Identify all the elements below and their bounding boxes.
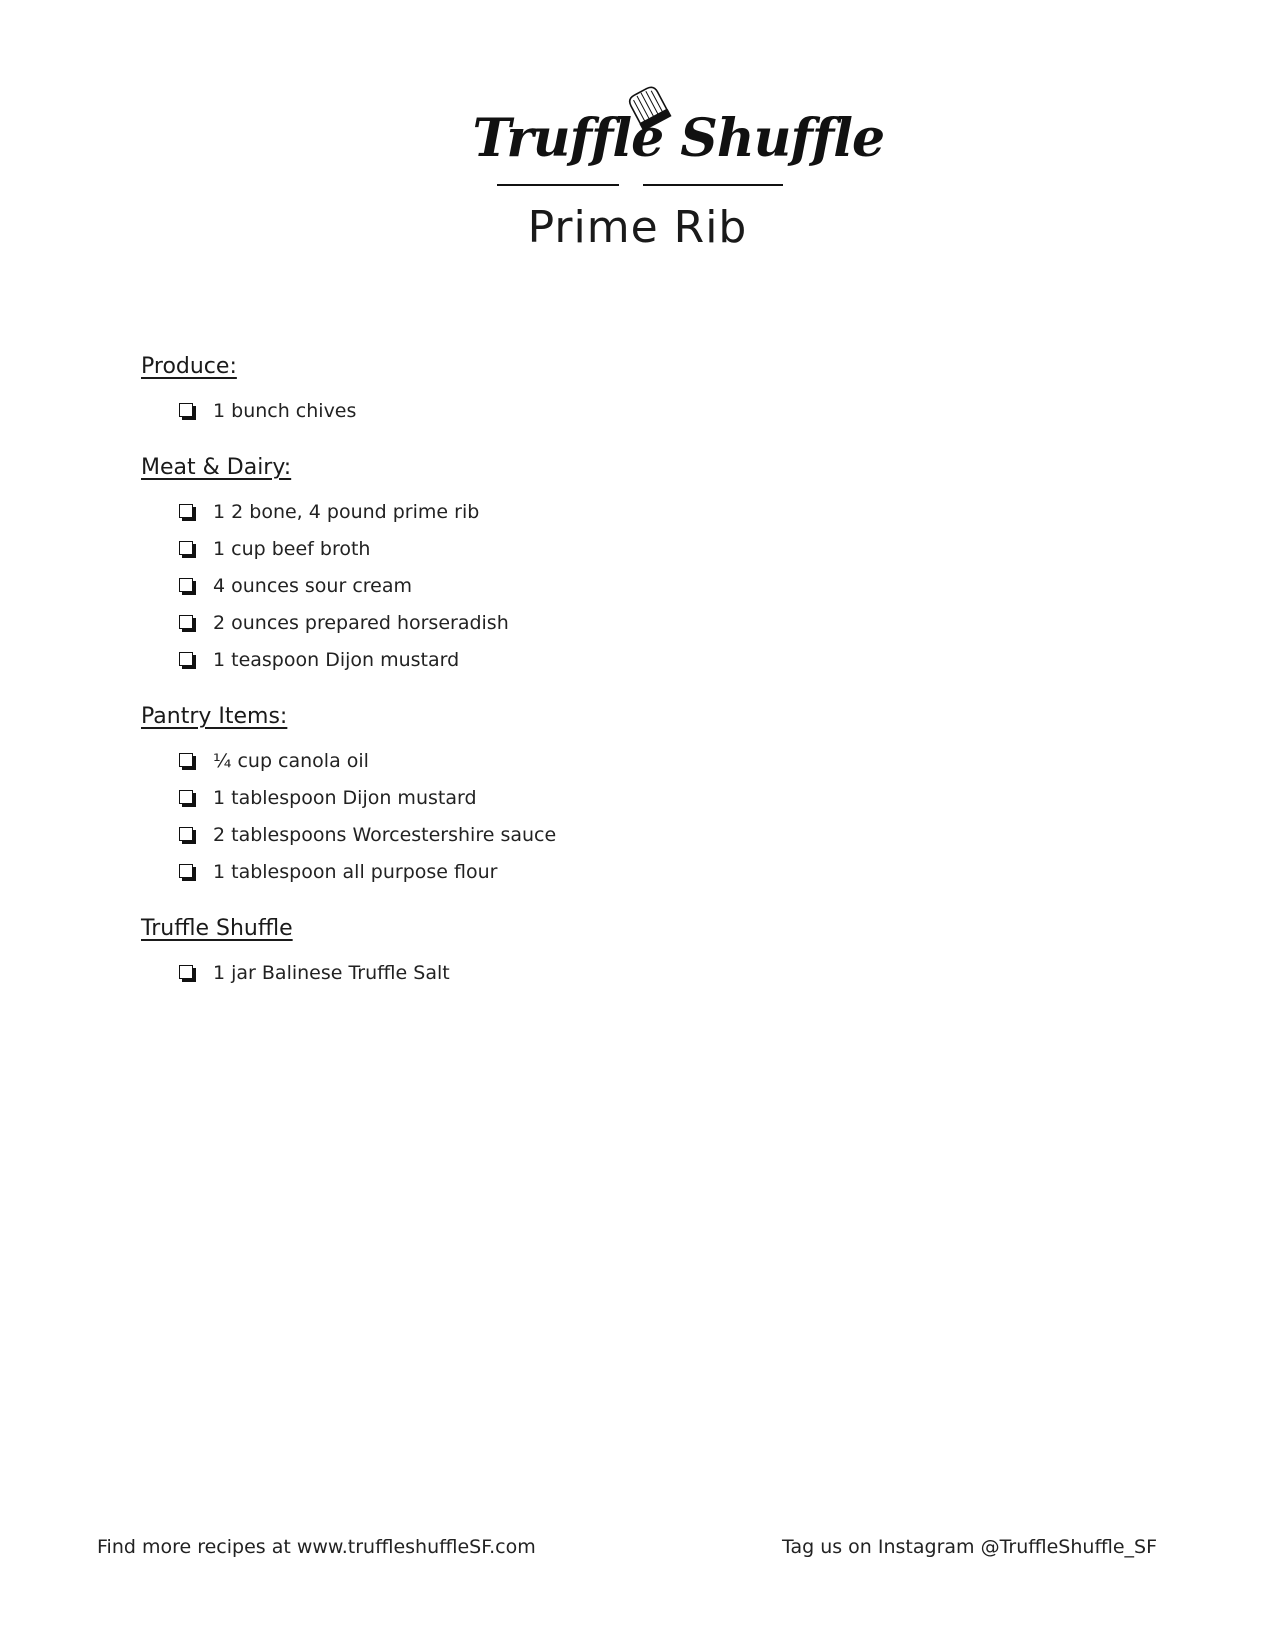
page-header [0, 88, 1275, 253]
checkbox-icon[interactable] [179, 965, 195, 981]
checkbox-icon[interactable] [179, 504, 195, 520]
recipe-title: Prime Rib [527, 202, 748, 253]
ingredient-label: 1 2 bone, 4 pound prime rib [213, 500, 480, 523]
ingredient-label: 2 tablespoons Worcestershire sauce [213, 823, 557, 846]
section-meat-dairy [141, 453, 941, 678]
checkbox-icon[interactable] [179, 864, 195, 880]
section-heading: Meat & Dairy: [141, 455, 292, 480]
section-truffle-shuffle [141, 914, 941, 991]
section-heading: Produce: [141, 354, 237, 379]
section-heading: Truffle Shuffle [141, 916, 293, 941]
checkbox-icon[interactable] [179, 652, 195, 668]
ingredient-item [179, 567, 941, 604]
section-pantry-items [141, 702, 941, 890]
ingredient-item [179, 816, 941, 853]
ingredient-label: 1 tablespoon all purpose flour [213, 860, 498, 883]
ingredient-label: ¼ cup canola oil [213, 749, 369, 772]
logo-underline [497, 184, 619, 186]
brand-logo [472, 88, 885, 198]
ingredient-item [179, 853, 941, 890]
ingredient-label: 1 jar Balinese Truffle Salt [213, 961, 450, 984]
ingredient-label: 1 cup beef broth [213, 537, 371, 560]
ingredient-item [179, 392, 941, 429]
ingredient-item [179, 493, 941, 530]
checkbox-icon[interactable] [179, 541, 195, 557]
checkbox-icon[interactable] [179, 403, 195, 419]
ingredient-list [141, 352, 941, 1015]
footer-website-text: Find more recipes at www.truffleshuffleSF.com [97, 1536, 536, 1558]
checkbox-icon[interactable] [179, 827, 195, 843]
ingredient-label: 1 teaspoon Dijon mustard [213, 648, 460, 671]
ingredient-label: 2 ounces prepared horseradish [213, 611, 509, 634]
ingredient-item [179, 779, 941, 816]
ingredient-item [179, 742, 941, 779]
section-heading: Pantry Items: [141, 704, 288, 729]
checkbox-icon[interactable] [179, 790, 195, 806]
ingredient-label: 4 ounces sour cream [213, 574, 413, 597]
ingredient-label: 1 bunch chives [213, 399, 357, 422]
section-produce [141, 352, 941, 429]
ingredient-label: 1 tablespoon Dijon mustard [213, 786, 477, 809]
ingredient-item [179, 641, 941, 678]
ingredient-item [179, 954, 941, 991]
checkbox-icon[interactable] [179, 753, 195, 769]
checkbox-icon[interactable] [179, 615, 195, 631]
ingredient-item [179, 604, 941, 641]
ingredient-item [179, 530, 941, 567]
footer-instagram-text: Tag us on Instagram @TruffleShuffle_SF [781, 1536, 1157, 1558]
brand-logo-text: Truffle Shuffle [472, 108, 885, 169]
logo-underline [643, 184, 783, 186]
checkbox-icon[interactable] [179, 578, 195, 594]
